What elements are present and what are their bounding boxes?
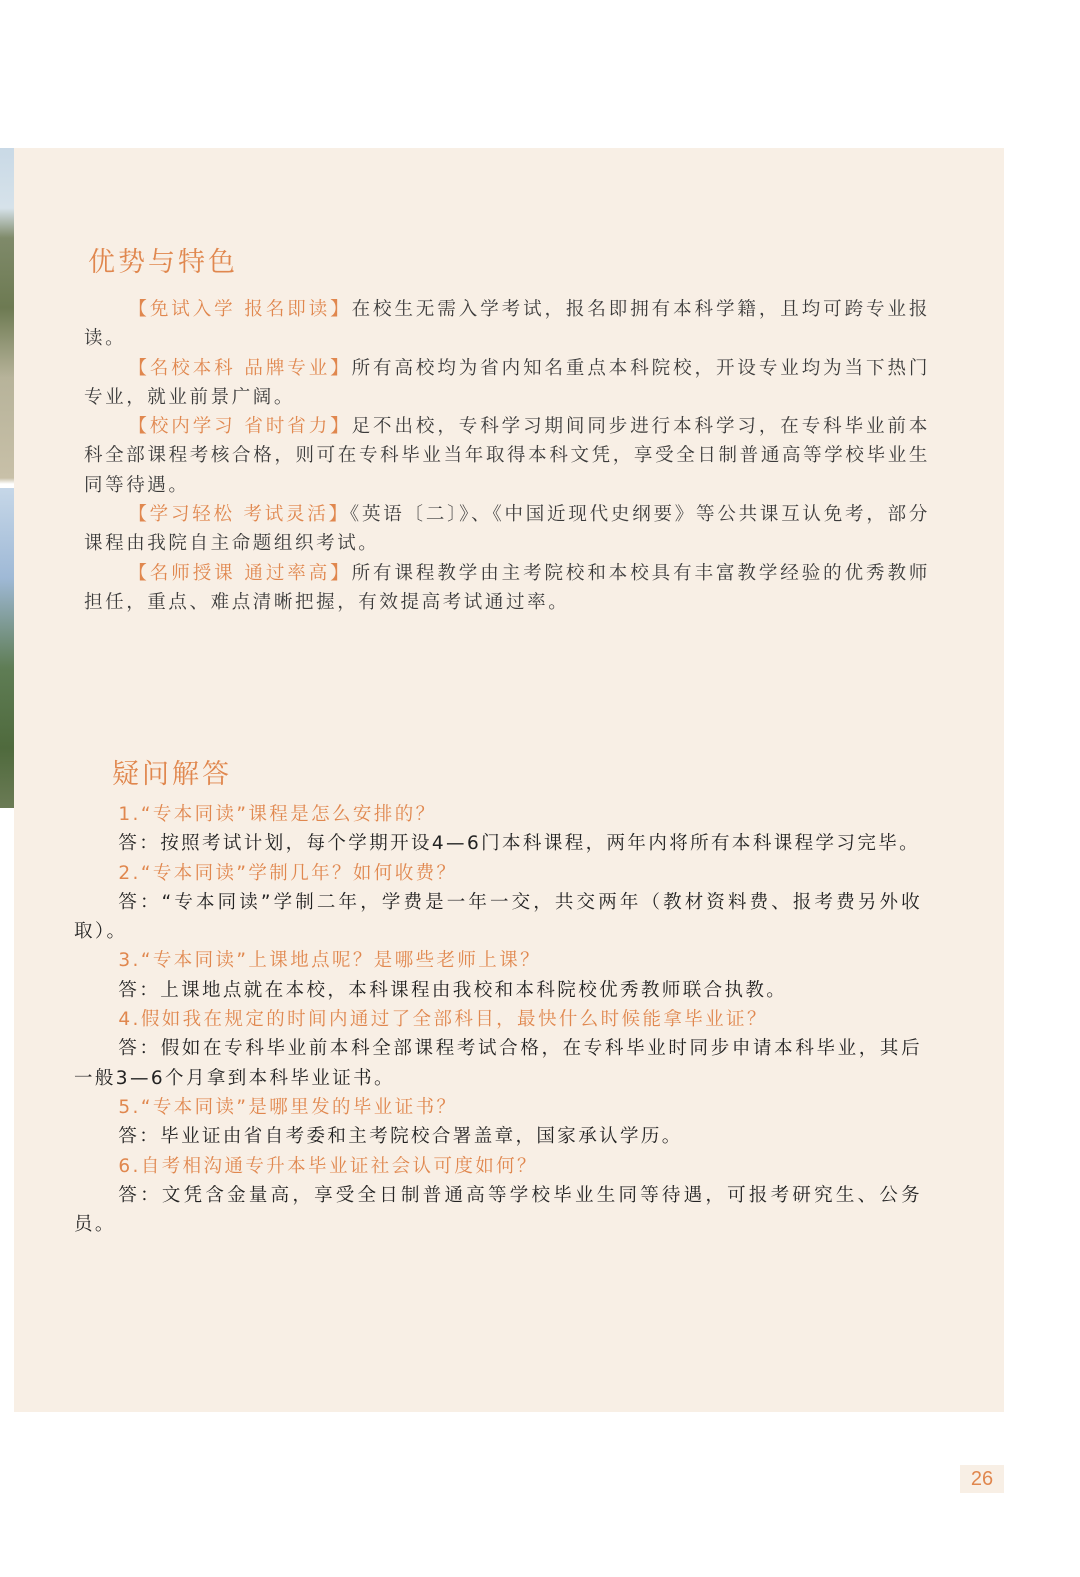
faq-question: 1.“专本同读”课程是怎么安排的？ bbox=[118, 804, 437, 825]
advantage-item bbox=[84, 354, 930, 413]
advantage-tag: 【名师授课 通过率高】 bbox=[128, 562, 352, 584]
advantage-tag: 【名校本科 品牌专业】 bbox=[128, 357, 352, 379]
faq-question: 2.“专本同读”学制几年？如何收费？ bbox=[118, 862, 458, 884]
faq-answer: 答：上课地点就在本校，本科课程由我校和本科院校优秀教师联合执教。 bbox=[118, 979, 788, 1001]
faq-answer: 答：文凭含金量高，享受全日制普通高等学校毕业生同等待遇，可报考研究生、公务员。 bbox=[74, 1184, 922, 1236]
faq-question: 3.“专本同读”上课地点呢？是哪些老师上课？ bbox=[118, 950, 542, 972]
advantage-text: 所有高校均为省内知名重点本科院校，开设专业均为当下热门专业，就业前景广阔。 bbox=[84, 357, 931, 408]
faq-answer: 答：毕业证由省自考委和主考院校合署盖章，国家承认学历。 bbox=[118, 1126, 683, 1148]
advantage-item bbox=[84, 295, 930, 354]
advantage-tag: 【校内学习 省时省力】 bbox=[128, 416, 352, 438]
advantage-text: 所有课程教学由主考院校和本校具有丰富教学经验的优秀教师担任，重点、难点清晰把握，有效提高考试通过率。 bbox=[84, 562, 931, 613]
faq-answer: 答：按照考试计划，每个学期开设4—6门本科课程，两年内将所有本科课程学习完毕。 bbox=[118, 833, 921, 855]
faq-answer: 答：假如在专科毕业前本科全部课程考试合格，在专科毕业时同步申请本科毕业，其后一般3—6个月拿到本科毕业证书。 bbox=[74, 1038, 922, 1089]
advantage-item bbox=[84, 500, 930, 559]
faq-answer: 答：“专本同读”学制二年，学费是一年一交，共交两年（教材资料费、报考费另外收取）。 bbox=[74, 891, 922, 943]
advantages-list bbox=[84, 295, 930, 617]
side-photo bbox=[0, 148, 14, 808]
advantage-text: 在校生无需入学考试，报名即拥有本科学籍，且均可跨专业报读。 bbox=[84, 299, 931, 350]
faq-title: 疑问解答 bbox=[112, 759, 232, 790]
faq-list bbox=[74, 800, 922, 1239]
advantages-title: 优势与特色 bbox=[88, 247, 238, 278]
advantage-tag: 【学习轻松 考试灵活】 bbox=[128, 504, 350, 526]
advantage-text: 足不出校，专科学习期间同步进行本科学习，在专科毕业前本科全部课程考核合格，则可在专科毕业当年取得本科文凭，享受全日制普通高等学校毕业生同等待遇。 bbox=[84, 416, 931, 496]
page-number: 26 bbox=[960, 1465, 1004, 1493]
faq-question: 5.“专本同读”是哪里发的毕业证书？ bbox=[118, 1096, 458, 1118]
advantage-item bbox=[84, 559, 930, 618]
faq-question: 6.自考相沟通专升本毕业证社会认可度如何？ bbox=[118, 1155, 538, 1177]
advantage-tag: 【免试入学 报名即读】 bbox=[128, 299, 352, 320]
faq-question: 4.假如我在规定的时间内通过了全部科目，最快什么时候能拿毕业证？ bbox=[118, 1009, 768, 1031]
advantage-item bbox=[84, 412, 930, 500]
advantage-text: 《英语〔二〕》、《中国近现代史纲要》等公共课互认免考，部分课程由我院自主命题组织考试。 bbox=[84, 504, 931, 555]
